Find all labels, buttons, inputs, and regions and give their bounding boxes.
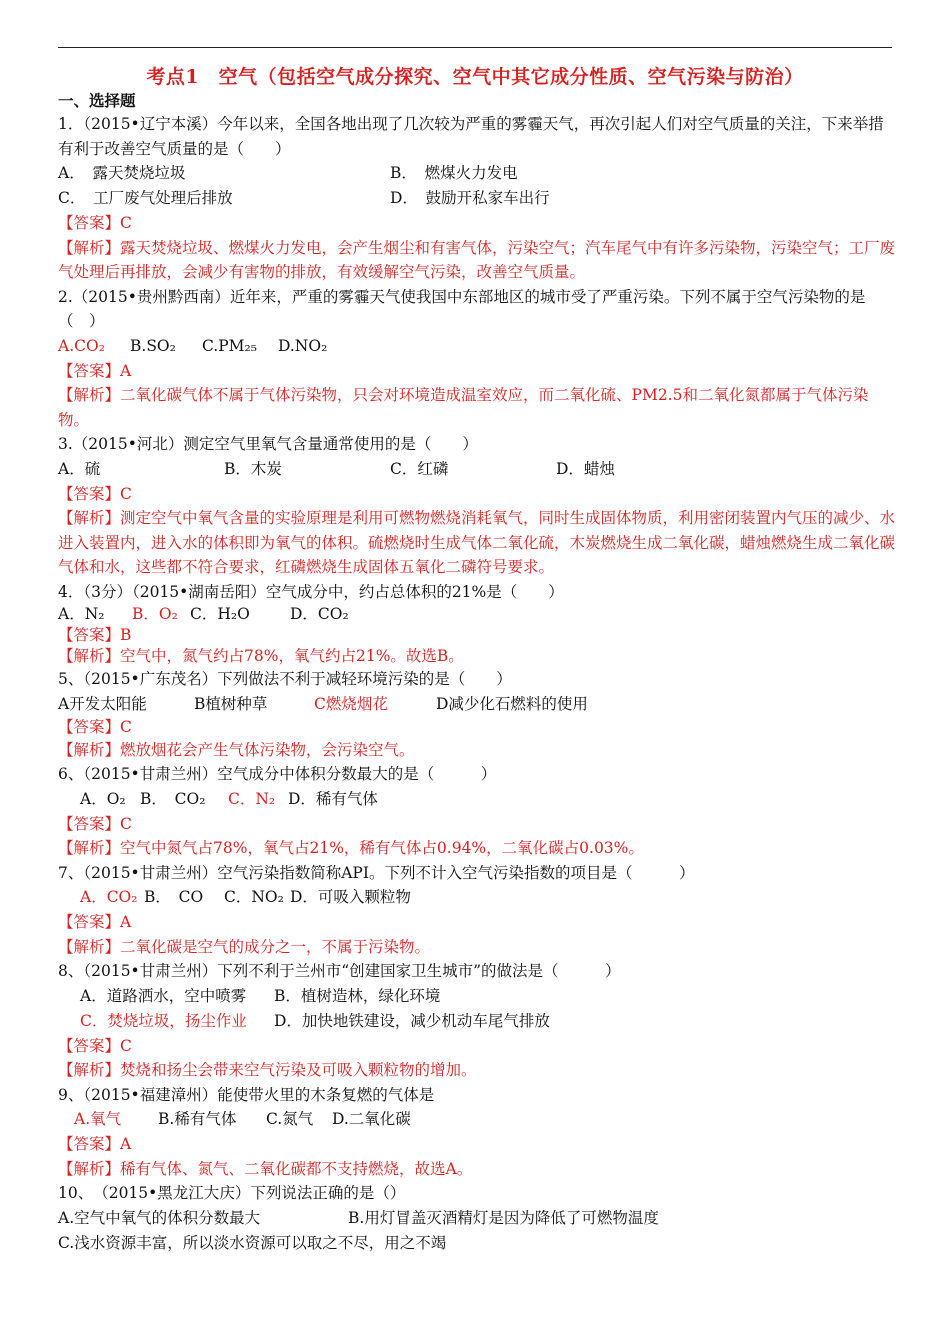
question-stem: 2.（2015•贵州黔西南）近年来，严重的雾霾天气使我国中东部地区的城市受了严重污染。下列不属于空气污染物的是（ ） — [58, 287, 866, 330]
options-row — [58, 334, 898, 359]
analysis-label: 【解析】 — [58, 509, 121, 527]
analysis-line — [58, 935, 898, 960]
option-d: D．CO₂ — [290, 605, 349, 623]
options-row — [58, 1107, 898, 1132]
options-row — [58, 161, 898, 186]
option-c: C燃烧烟花 — [314, 694, 388, 713]
option-d: D． 鼓励开私家车出行 — [390, 189, 550, 207]
answer-label: 【答案】 — [58, 626, 121, 644]
answer-value: A — [120, 361, 132, 380]
option-b: B．木炭 — [224, 459, 282, 478]
analysis-line — [58, 738, 898, 763]
option-a: A开发太阳能 — [58, 694, 147, 713]
question-3 — [58, 432, 898, 580]
option-b: B.稀有气体 — [158, 1110, 237, 1128]
answer-value: A — [120, 1135, 132, 1153]
option-c: C．H₂O — [190, 605, 250, 623]
answer-line — [58, 359, 898, 384]
analysis-line — [58, 1157, 898, 1182]
answer-label: 【答案】 — [58, 1036, 121, 1055]
analysis-text: 焚烧和扬尘会带来空气污染及可吸入颗粒物的增加。 — [120, 1061, 477, 1079]
question-7 — [58, 861, 898, 960]
option-b: B植树种草 — [194, 694, 268, 713]
document-body — [58, 92, 898, 1256]
analysis-text: 测定空气中氧气含量的实验原理是利用可燃物燃烧消耗氧气，同时生成固体物质，利用密闭装置内气压的减少、水进入装置内，进入水的体积即为氧气的体积。硫燃烧时生成气体二氧化硫，木炭燃烧生成二氧化碳，蜡烛燃烧生成二氧化碳气体和水，这些都不符合要求，红磷燃烧生成固体五氧化二磷符号要求。 — [58, 509, 896, 576]
options-row — [58, 984, 898, 1009]
analysis-label: 【解析】 — [58, 937, 121, 956]
option-d: D．可吸入颗粒物 — [290, 888, 411, 906]
analysis-label: 【解析】 — [58, 647, 121, 665]
question-stem: 5、（2015•广东茂名）下列做法不利于减轻环境污染的是（ ） — [58, 670, 512, 688]
options-row — [58, 186, 898, 211]
answer-value: C — [120, 1036, 132, 1055]
option-a: A．道路洒水，空中喷雾 — [80, 986, 247, 1005]
question-5 — [58, 667, 898, 762]
answer-value: B — [120, 626, 132, 644]
options-row — [58, 885, 898, 910]
option-d: D．蜡烛 — [556, 459, 615, 478]
question-10 — [58, 1181, 898, 1256]
option-a: A.CO₂ — [58, 336, 105, 355]
answer-value: C — [120, 484, 132, 503]
answer-label: 【答案】 — [58, 214, 121, 232]
option-d: D.二氧化碳 — [332, 1110, 411, 1128]
question-stem: 1．（2015•辽宁本溪）今年以来，全国各地出现了几次较为严重的雾霾天气，再次引起人们对空气质量的关注，下来举措有利于改善空气质量的是（ ） — [58, 115, 884, 158]
analysis-label: 【解析】 — [58, 1061, 121, 1079]
analysis-label: 【解析】 — [58, 1159, 121, 1178]
option-b: B． CO — [144, 888, 204, 906]
option-c: C．红磷 — [390, 459, 449, 478]
analysis-text: 二氧化碳是空气的成分之一，不属于污染物。 — [120, 937, 431, 956]
option-a: A． 露天焚烧垃圾 — [58, 164, 186, 182]
analysis-text: 二氧化碳气体不属于气体污染物，只会对环境造成温室效应，而二氧化硫、PM2.5和二氧化氮都属于气体污染物。 — [58, 386, 869, 429]
option-b: B． 燃煤火力发电 — [390, 164, 518, 182]
option-a: A．N₂ — [58, 605, 105, 623]
question-stem: 7、（2015•甘肃兰州）空气污染指数简称API。下列不计入空气污染指数的项目是（ ） — [58, 863, 695, 882]
question-stem: 8、（2015•甘肃兰州）下列不利于兰州市“创建国家卫生城市”的做法是（ ） — [58, 962, 621, 980]
analysis-text: 空气中氮气占78%，氧气占21%，稀有气体占0.94%，二氧化碳占0.03%。 — [120, 839, 644, 857]
analysis-line — [58, 506, 898, 580]
answer-line — [58, 1132, 898, 1157]
option-d: D．稀有气体 — [288, 789, 378, 808]
option-c: C.氮气 — [266, 1110, 314, 1128]
option-b: B.用灯冒盖灭酒精灯是因为降低了可燃物温度 — [348, 1208, 659, 1227]
options-row — [58, 692, 898, 717]
analysis-line — [58, 646, 898, 667]
options-row — [58, 1206, 898, 1231]
question-stem: 6、（2015•甘肃兰州）空气成分中体积分数最大的是（ ） — [58, 765, 497, 783]
question-9 — [58, 1083, 898, 1182]
analysis-label: 【解析】 — [58, 839, 121, 857]
answer-line — [58, 625, 898, 646]
option-a: A．硫 — [58, 459, 101, 478]
analysis-line — [58, 236, 898, 285]
answer-line — [58, 482, 898, 507]
option-b: B.SO₂ — [130, 336, 176, 355]
options-row — [58, 787, 898, 812]
analysis-label: 【解析】 — [58, 740, 121, 759]
question-stem: 9、（2015•福建漳州）能使带火里的木条复燃的气体是 — [58, 1085, 435, 1104]
option-a: A.空气中氧气的体积分数最大 — [58, 1208, 261, 1227]
question-2 — [58, 285, 898, 433]
option-c: C.PM₂₅ — [202, 336, 257, 355]
top-rule — [58, 47, 892, 48]
analysis-line — [58, 383, 898, 432]
option-c: C．NO₂ — [224, 888, 284, 906]
option-b: B． CO₂ — [140, 789, 206, 808]
page-title: 考点1 空气（包括空气成分探究、空气中其它成分性质、空气污染与防治） — [146, 66, 804, 88]
option-c: C．焚烧垃圾，扬尘作业 — [80, 1011, 247, 1030]
option-b: B．植树造林，绿化环境 — [274, 986, 441, 1005]
analysis-text: 燃放烟花会产生气体污染物，会污染空气。 — [120, 740, 415, 759]
answer-value: C — [120, 814, 132, 833]
options-row — [58, 457, 898, 482]
option-c: C． 工厂废气处理后排放 — [58, 189, 233, 207]
answer-line — [58, 812, 898, 837]
options-row — [58, 604, 898, 625]
answer-value: C — [120, 214, 132, 232]
question-stem: 3.（2015•河北）测定空气里氧气含量通常使用的是（ ） — [58, 435, 478, 453]
question-stem: 4．（3分）（2015•湖南岳阳）空气成分中，约占总体积的21%是（ ） — [58, 582, 564, 601]
option-b: B．O₂ — [132, 605, 178, 623]
options-row — [58, 1009, 898, 1034]
option-c: C.浅水资源丰富，所以淡水资源可以取之不尽，用之不竭 — [58, 1233, 447, 1252]
answer-line — [58, 211, 898, 236]
analysis-text: 空气中，氮气约占78%，氧气约占21%。故选B。 — [120, 647, 464, 665]
question-stem: 10、 （2015•黑龙江大庆）下列说法正确的是（） — [58, 1184, 406, 1202]
answer-value: C — [120, 717, 132, 736]
answer-label: 【答案】 — [58, 484, 121, 503]
answer-value: A — [120, 913, 132, 931]
analysis-text: 露天焚烧垃圾、燃煤火力发电，会产生烟尘和有害气体，污染空气；汽车尾气中有许多污染物，污染空气；工厂废气处理后再排放，会减少有害物的排放，有效缓解空气污染，改善空气质量。 — [58, 238, 896, 281]
analysis-text: 稀有气体、氮气、二氧化碳都不支持燃烧，故选A。 — [120, 1159, 473, 1178]
analysis-label: 【解析】 — [58, 238, 121, 257]
option-c: C．N₂ — [228, 789, 276, 808]
answer-label: 【答案】 — [58, 814, 121, 833]
question-8 — [58, 959, 898, 1083]
analysis-label: 【解析】 — [58, 386, 121, 404]
question-4 — [58, 580, 898, 668]
option-d: D．加快地铁建设，减少机动车尾气排放 — [274, 1011, 550, 1030]
answer-line — [58, 717, 898, 738]
analysis-line — [58, 836, 898, 861]
option-a: A.氧气 — [74, 1110, 122, 1128]
answer-label: 【答案】 — [58, 717, 121, 736]
question-1 — [58, 112, 898, 285]
answer-label: 【答案】 — [58, 913, 121, 931]
options-row — [58, 1231, 898, 1256]
analysis-line — [58, 1058, 898, 1083]
answer-label: 【答案】 — [58, 361, 121, 380]
section-heading: 一、选择题 — [58, 91, 136, 110]
option-d: D.NO₂ — [278, 336, 328, 355]
answer-line — [58, 1034, 898, 1059]
option-d: D减少化石燃料的使用 — [436, 694, 588, 713]
question-6 — [58, 762, 898, 861]
answer-label: 【答案】 — [58, 1135, 121, 1153]
option-a: A．O₂ — [80, 789, 126, 808]
answer-line — [58, 910, 898, 935]
option-a: A．CO₂ — [80, 888, 138, 906]
